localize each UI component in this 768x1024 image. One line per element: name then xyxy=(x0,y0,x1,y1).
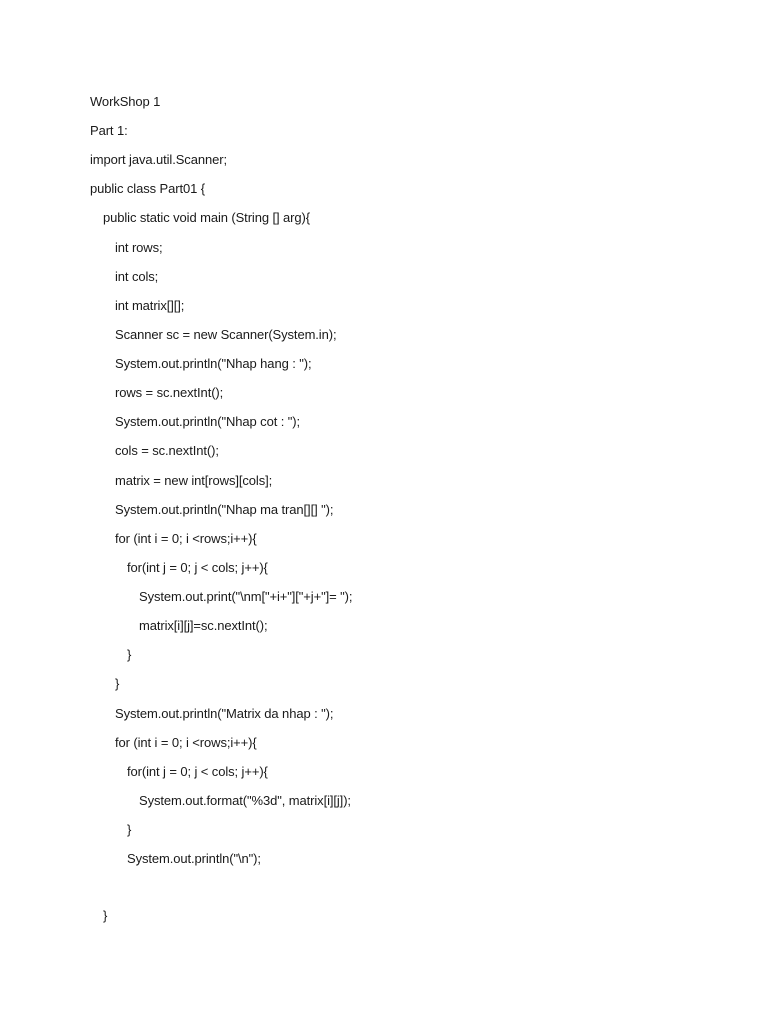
code-line: public static void main (String [] arg){ xyxy=(103,210,310,225)
document-heading: WorkShop 1 xyxy=(90,94,161,109)
code-line: for(int j = 0; j < cols; j++){ xyxy=(127,764,268,779)
code-line: System.out.print("\nm["+i+"]["+j+"]= "); xyxy=(139,589,353,604)
code-line: Scanner sc = new Scanner(System.in); xyxy=(115,327,337,342)
code-line: } xyxy=(115,676,120,691)
code-line: } xyxy=(103,908,108,923)
code-line: System.out.format("%3d", matrix[i][j]); xyxy=(139,793,351,808)
code-line: for (int i = 0; i <rows;i++){ xyxy=(115,531,257,546)
code-line: int cols; xyxy=(115,269,159,284)
code-line: for(int j = 0; j < cols; j++){ xyxy=(127,560,268,575)
code-line: } xyxy=(127,822,132,837)
code-line: System.out.println("Matrix da nhap : "); xyxy=(115,706,334,721)
document-subheading: Part 1: xyxy=(90,123,128,138)
code-line: matrix = new int[rows][cols]; xyxy=(115,473,273,488)
code-line: public class Part01 { xyxy=(90,181,205,196)
code-line: int rows; xyxy=(115,240,163,255)
code-line: matrix[i][j]=sc.nextInt(); xyxy=(139,618,268,633)
code-line: cols = sc.nextInt(); xyxy=(115,443,219,458)
code-line: rows = sc.nextInt(); xyxy=(115,385,224,400)
code-line: for (int i = 0; i <rows;i++){ xyxy=(115,735,257,750)
code-line: int matrix[][]; xyxy=(115,298,185,313)
code-line: System.out.println("Nhap hang : "); xyxy=(115,356,312,371)
code-line: } xyxy=(127,647,132,662)
code-line: System.out.println("Nhap cot : "); xyxy=(115,414,301,429)
code-line: import java.util.Scanner; xyxy=(90,152,227,167)
code-line: System.out.println("\n"); xyxy=(127,851,261,866)
code-line: System.out.println("Nhap ma tran[][] "); xyxy=(115,502,334,517)
